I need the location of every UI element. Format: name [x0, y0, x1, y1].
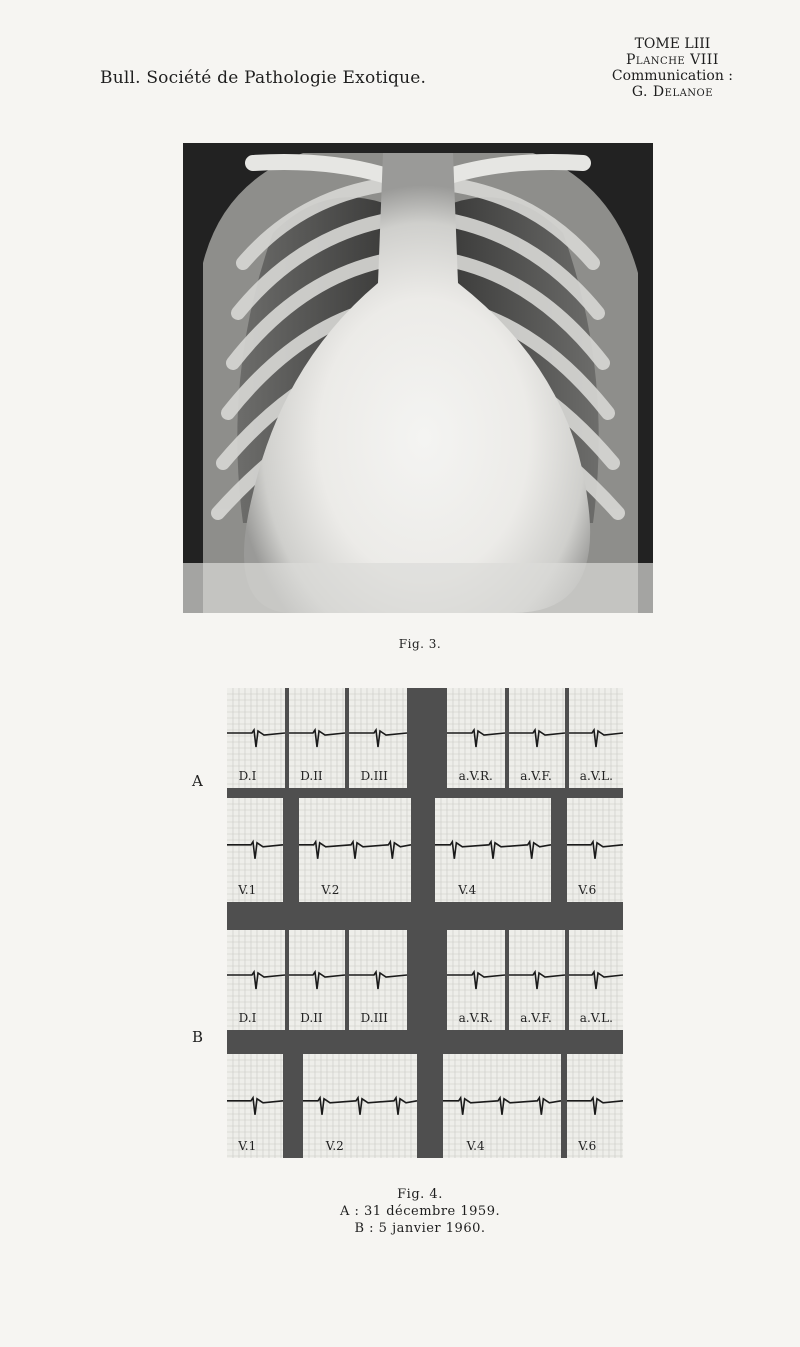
- ecg-strip-a-bottom-1: [299, 798, 411, 902]
- ecg-lead-label: V.1: [238, 883, 257, 897]
- ecg-lead-label: V.6: [578, 1139, 597, 1153]
- ecg-lead-label: D.II: [300, 1011, 323, 1025]
- ecg-strip-a-top-5: [569, 688, 623, 788]
- figure4-caption-b: B : 5 janvier 1960.: [354, 1221, 486, 1236]
- ecg-strip-b-bottom-3: [567, 1054, 623, 1158]
- ecg-lead-label: a.V.F.: [520, 769, 552, 783]
- figure4-caption: Fig. 4.: [397, 1187, 443, 1202]
- figure4-caption-block: [340, 1186, 500, 1237]
- ecg-lead-label: a.V.L.: [579, 1011, 613, 1025]
- tome-label: TOME LIII: [634, 36, 711, 52]
- ecg-lead-label: V.2: [325, 1139, 344, 1153]
- author-label: G. Delanoe: [631, 84, 714, 100]
- planche-label: Planche VIII: [626, 52, 719, 68]
- ecg-strip-b-bottom-0: [227, 1054, 283, 1158]
- ecg-strip-b-top-2: [349, 930, 407, 1030]
- ecg-strip-b-top-1: [289, 930, 345, 1030]
- ecg-lead-label: a.V.R.: [458, 769, 493, 783]
- ecg-tracings-image: [227, 688, 623, 1158]
- row-b-label: B: [192, 1028, 204, 1046]
- ecg-strip-a-bottom-3: [567, 798, 623, 902]
- ecg-lead-label: V.1: [238, 1139, 257, 1153]
- ecg-lead-label: V.6: [578, 883, 597, 897]
- plate-info: [612, 36, 733, 100]
- ecg-lead-label: a.V.L.: [579, 769, 613, 783]
- ecg-lead-label: D.I: [238, 769, 257, 783]
- chest-xray-image: [183, 143, 653, 613]
- ecg-strip-a-top-4: [509, 688, 565, 788]
- ecg-lead-label: a.V.R.: [458, 1011, 493, 1025]
- ecg-lead-label: D.I: [238, 1011, 257, 1025]
- figure3-caption: Fig. 3.: [398, 637, 442, 651]
- ecg-lead-label: D.III: [360, 769, 388, 783]
- ecg-strip-b-top-3: [447, 930, 505, 1030]
- ecg-lead-label: V.2: [321, 883, 340, 897]
- ecg-strip-b-top-4: [509, 930, 565, 1030]
- ecg-strip-b-bottom-1: [303, 1054, 417, 1158]
- ecg-lead-label: D.II: [300, 769, 323, 783]
- ecg-strip-a-top-2: [349, 688, 407, 788]
- ecg-strip-b-top-5: [569, 930, 623, 1030]
- ecg-lead-label: D.III: [360, 1011, 388, 1025]
- ecg-strip-a-top-1: [289, 688, 345, 788]
- ecg-lead-label: a.V.F.: [520, 1011, 552, 1025]
- row-a-label: A: [192, 772, 203, 790]
- figure4-caption-a: A : 31 décembre 1959.: [340, 1204, 501, 1219]
- ecg-strip-b-top-0: [227, 930, 285, 1030]
- ecg-strip-b-bottom-2: [443, 1054, 561, 1158]
- ecg-strip-a-bottom-0: [227, 798, 283, 902]
- ecg-lead-label: V.4: [466, 1139, 485, 1153]
- ecg-strip-a-top-3: [447, 688, 505, 788]
- ecg-lead-label: V.4: [458, 883, 477, 897]
- ecg-strip-a-bottom-2: [435, 798, 551, 902]
- communication-label: Communication :: [611, 68, 733, 84]
- journal-title: Bull. Société de Pathologie Exotique.: [100, 68, 427, 88]
- ecg-strip-a-top-0: [227, 688, 285, 788]
